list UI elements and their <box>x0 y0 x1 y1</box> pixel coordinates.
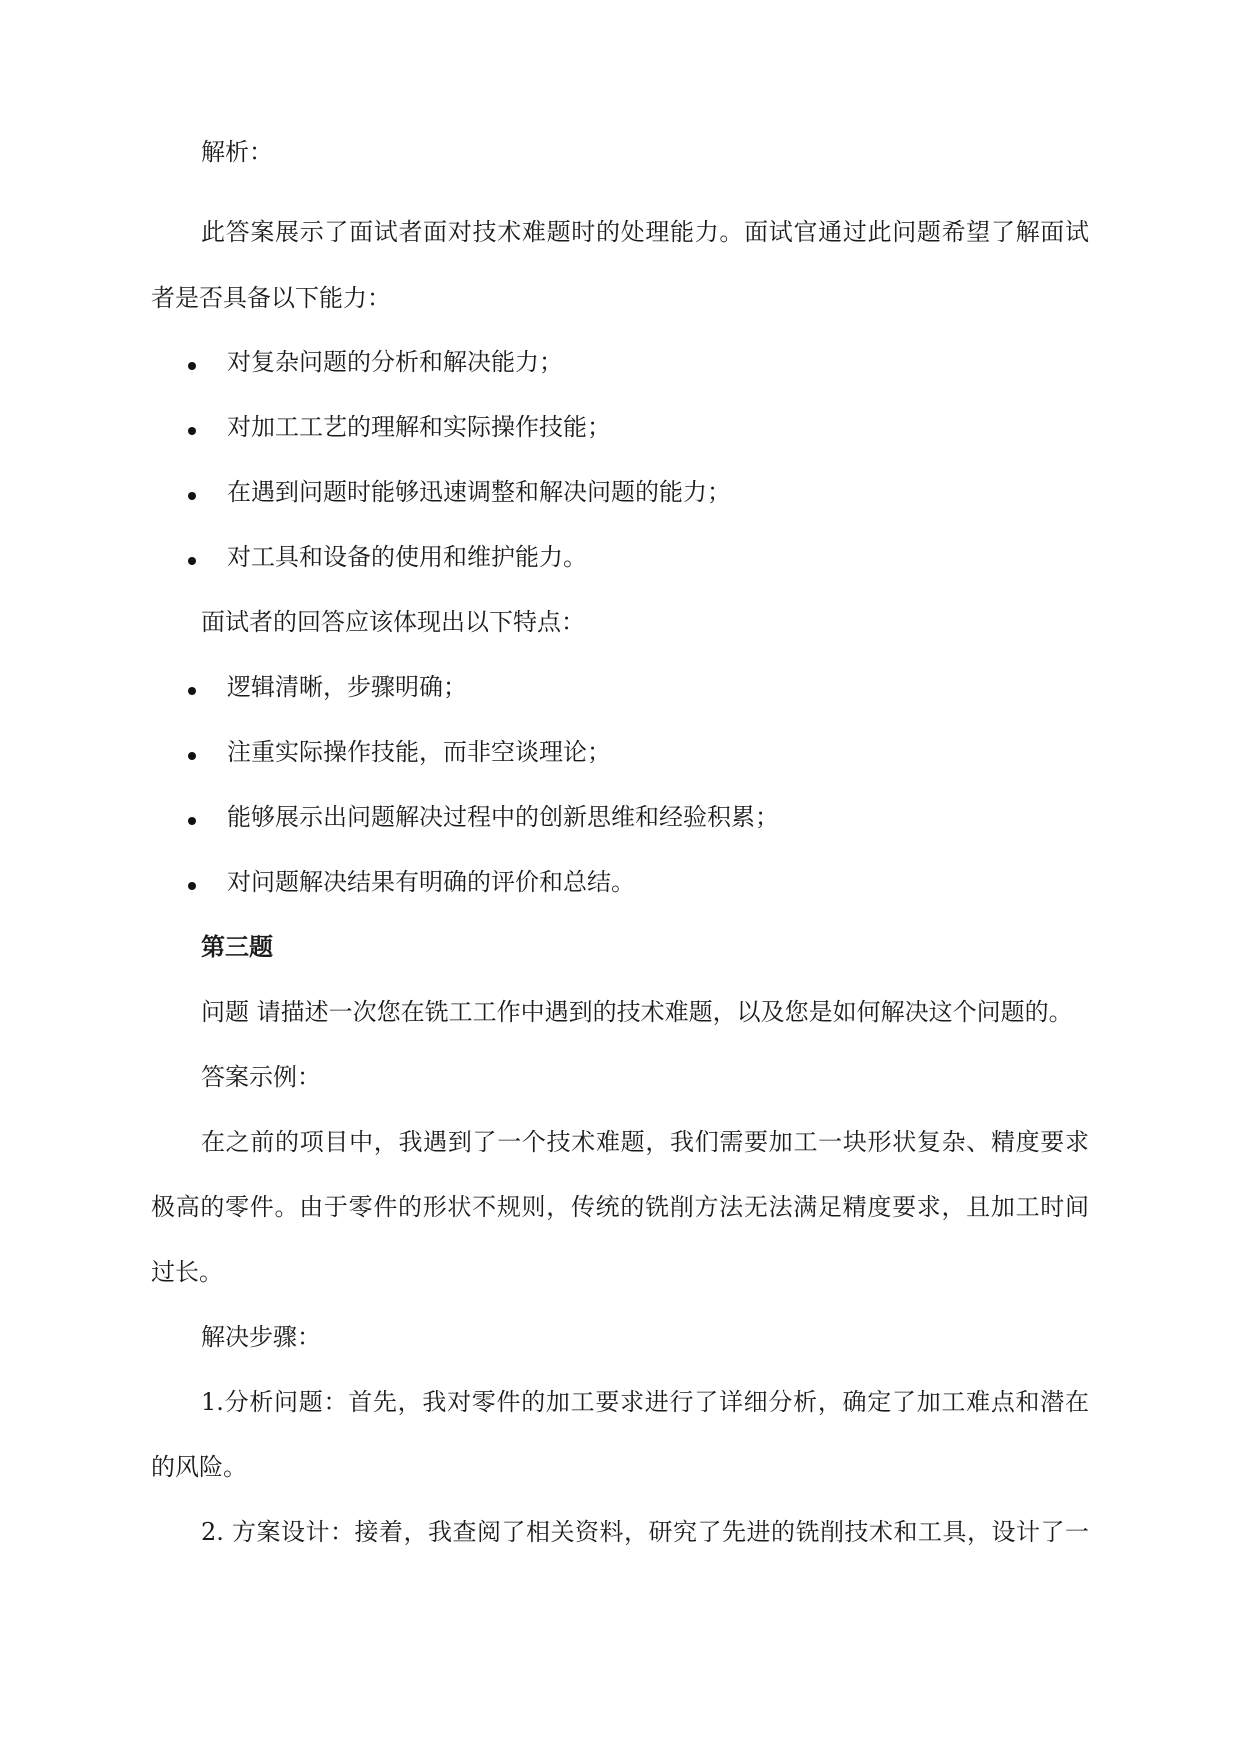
trait-item-1: 逻辑清晰，步骤明确； <box>227 673 467 701</box>
bullet-icon <box>188 427 196 435</box>
answer-line-3: 过长。 <box>151 1258 223 1286</box>
answer-line-1: 在之前的项目中，我遇到了一个技术难题，我们需要加工一块形状复杂、精度要求 <box>201 1128 1089 1156</box>
question-text: 问题 请描述一次您在铣工工作中遇到的技术难题，以及您是如何解决这个问题的。 <box>201 998 1073 1026</box>
answer-line-2: 极高的零件。由于零件的形状不规则，传统的铣削方法无法满足精度要求，且加工时间 <box>151 1193 1089 1221</box>
section-heading: 第三题 <box>201 932 273 961</box>
bullet-icon <box>188 752 196 760</box>
trait-item-3: 能够展示出问题解决过程中的创新思维和经验积累； <box>227 803 779 831</box>
bullet-icon <box>188 882 196 890</box>
ability-item-3: 在遇到问题时能够迅速调整和解决问题的能力； <box>227 478 731 506</box>
step-2-line-1: 2. 方案设计：接着，我查阅了相关资料，研究了先进的铣削技术和工具，设计了一 <box>201 1518 1089 1546</box>
ability-item-2: 对加工工艺的理解和实际操作技能； <box>227 413 611 441</box>
ability-item-1: 对复杂问题的分析和解决能力； <box>227 348 563 376</box>
step-1-line-2: 的风险。 <box>151 1453 247 1481</box>
bullet-icon <box>188 817 196 825</box>
step-1-line-1: 1.分析问题：首先，我对零件的加工要求进行了详细分析，确定了加工难点和潜在 <box>201 1388 1089 1416</box>
bullet-icon <box>188 492 196 500</box>
bullet-icon <box>188 687 196 695</box>
answer-label: 答案示例： <box>201 1063 321 1091</box>
ability-item-4: 对工具和设备的使用和维护能力。 <box>227 543 587 571</box>
analysis-intro-line-1: 此答案展示了面试者面对技术难题时的处理能力。面试官通过此问题希望了解面试 <box>201 218 1089 246</box>
analysis-label: 解析： <box>201 138 273 166</box>
bullet-icon <box>188 557 196 565</box>
traits-intro: 面试者的回答应该体现出以下特点： <box>201 608 585 636</box>
bullet-icon <box>188 362 196 370</box>
trait-item-4: 对问题解决结果有明确的评价和总结。 <box>227 868 635 896</box>
steps-label: 解决步骤： <box>201 1323 321 1351</box>
analysis-intro-line-2: 者是否具备以下能力： <box>151 284 391 312</box>
trait-item-2: 注重实际操作技能，而非空谈理论； <box>227 738 611 766</box>
